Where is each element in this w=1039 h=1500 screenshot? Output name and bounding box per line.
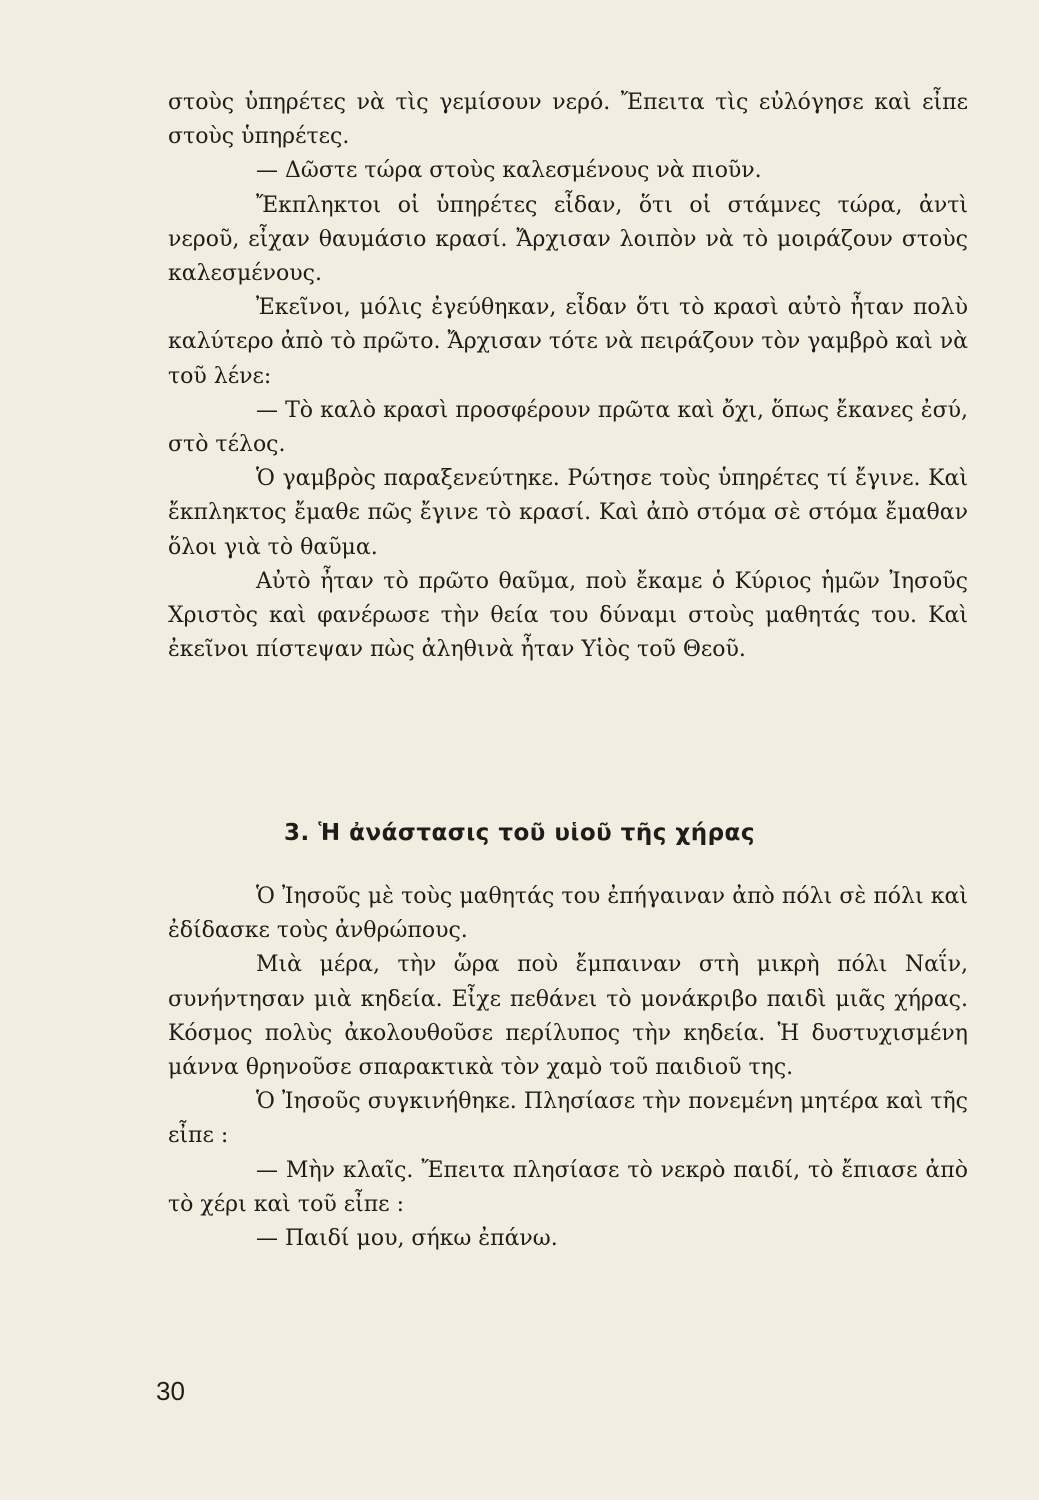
section-heading: 3. Ἡ ἀνάστασις τοῦ υἱοῦ τῆς χήρας <box>284 820 755 846</box>
paragraph: — Δῶστε τώρα στοὺς καλεσμένους νὰ πιοῦν. <box>256 158 762 184</box>
page-number: 30 <box>156 1376 185 1406</box>
section-2-text <box>168 880 968 1256</box>
paragraph: Ἐκεῖνοι, μόλις ἐγεύθηκαν, εἶδαν ὅτι τὸ κρασὶ αὐτὸ ἦταν πολὺ καλύτερο ἀπὸ τὸ πρῶτο. Ἄρχισαν τότε νὰ πειράζουν τὸν γαμβρὸ καὶ νὰ τοῦ λένε: <box>168 295 968 389</box>
paragraph: Αὐτὸ ἦταν τὸ πρῶτο θαῦμα, ποὺ ἔκαμε ὁ Κύριος ἡμῶν Ἰησοῦς Χριστὸς καὶ φανέρωσε τὴν θεία του δύναμι στοὺς μαθητάς του. Καὶ ἐκεῖνοι πίστεψαν πὼς ἀληθινὰ ἦταν Υἱὸς τοῦ Θεοῦ. <box>168 568 968 663</box>
paragraph: — Μὴν κλαῖς. Ἔπειτα πλησίασε τὸ νεκρὸ παιδί, τὸ ἔπιασε ἀπὸ τὸ χέρι καὶ τοῦ εἶπε : <box>168 1157 968 1217</box>
paragraph: Μιὰ μέρα, τὴν ὥρα ποὺ ἔμπαιναν στὴ μικρὴ πόλι Ναΐν, συνήντησαν μιὰ κηδεία. Εἶχε πεθάνει τὸ μονάκριβο παιδὶ μιᾶς χήρας. Κόσμος πολὺς ἀκολουθοῦσε περίλυπος τὴν κηδεία. Ἡ δυστυχισμένη μάννα θρηνοῦσε σπαρακτικὰ τὸν χαμὸ τοῦ παιδιοῦ της. <box>168 952 968 1081</box>
paragraph: — Παιδί μου, σήκω ἐπάνω. <box>256 1226 558 1252</box>
paragraph: Ὁ Ἰησοῦς μὲ τοὺς μαθητάς του ἐπήγαιναν ἀπὸ πόλι σὲ πόλι καὶ ἐδίδασκε τοὺς ἀνθρώπους. <box>168 884 968 944</box>
section-1-text <box>168 86 968 667</box>
paragraph: — Τὸ καλὸ κρασὶ προσφέρουν πρῶτα καὶ ὄχι, ὅπως ἔκανες ἐσύ, στὸ τέλος. <box>168 397 968 458</box>
paragraph: Ἔκπληκτοι οἱ ὑπηρέτες εἶδαν, ὅτι οἱ στάμνες τώρα, ἀντὶ νεροῦ, εἶχαν θαυμάσιο κρασί. Ἄρχισαν λοιπὸν νὰ τὸ μοιράζουν στοὺς καλεσμένους. <box>168 192 968 287</box>
paragraph: Ὁ Ἰησοῦς συγκινήθηκε. Πλησίασε τὴν πονεμένη μητέρα καὶ τῆς εἶπε : <box>168 1089 968 1149</box>
paragraph: στοὺς ὑπηρέτες νὰ τὶς γεμίσουν νερό. Ἔπειτα τὶς εὐλόγησε καὶ εἶπε στοὺς ὑπηρέτες. <box>168 90 968 150</box>
paragraph: Ὁ γαμβρὸς παραξενεύτηκε. Ρώτησε τοὺς ὑπηρέτες τί ἔγινε. Καὶ ἔκπληκτος ἔμαθε πῶς ἔγινε τὸ κρασί. Καὶ ἀπὸ στόμα σὲ στόμα ἔμαθαν ὅλοι γιὰ τὸ θαῦμα. <box>168 466 968 560</box>
